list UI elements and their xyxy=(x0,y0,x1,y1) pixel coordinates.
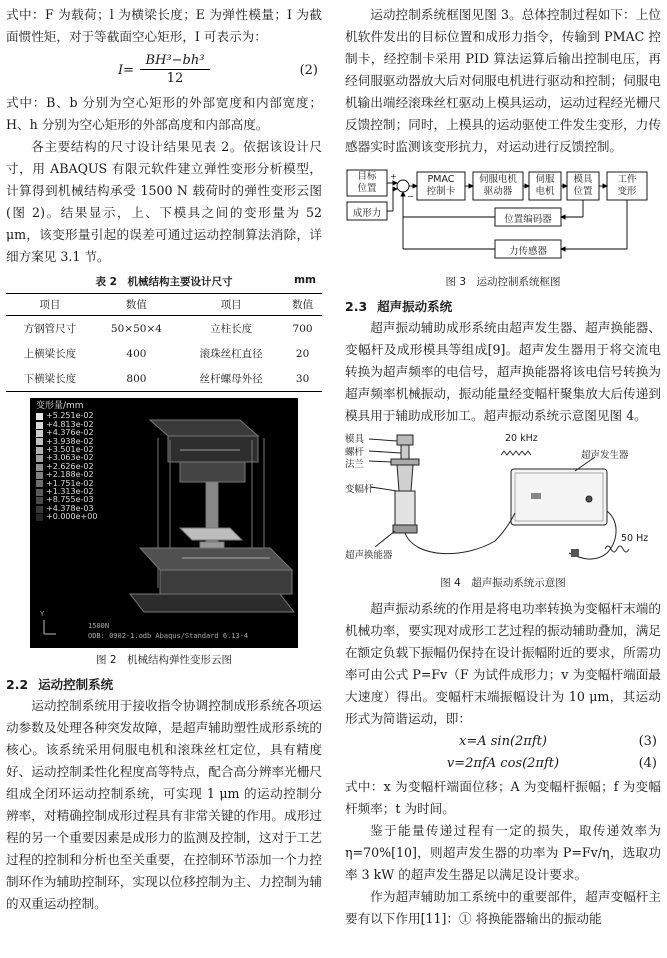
legend-value: +2.188e-02 xyxy=(46,470,94,480)
paragraph: 鉴于能量传递过程有一定的损失，取传递效率为 η=70%[10]，则超声发生器的功率为 P=Fv/η，选取功率 3 kW 的超声发生器足以满足设计要求。 xyxy=(345,823,661,882)
legend-value: +4.378e-03 xyxy=(46,503,94,513)
block-label: 伺服电机 xyxy=(478,174,517,185)
figure-caption: 图 4 超声振动系统示意图 xyxy=(440,577,566,589)
fem-axis-label: Y xyxy=(40,610,45,618)
label-20khz: 20 kHz xyxy=(505,433,538,444)
legend-swatch xyxy=(36,422,43,429)
table-cell: 上横梁长度 xyxy=(23,348,77,360)
table-header: 数值 xyxy=(94,294,179,316)
block-mold-position xyxy=(567,174,599,198)
legend-value: +4.376e-02 xyxy=(46,428,94,438)
table-title: 表 2 机械结构主要设计尺寸 xyxy=(95,276,233,288)
block-servo-motor xyxy=(529,174,561,198)
legend-value: +8.755e-03 xyxy=(46,495,94,505)
figure-caption: 图 2 机械结构弹性变形云图 xyxy=(95,654,233,666)
block-target-position xyxy=(347,171,387,195)
fem-legend xyxy=(36,402,97,522)
equation-2 xyxy=(6,52,322,90)
label-transducer: 超声换能器 xyxy=(345,550,393,561)
legend-swatch xyxy=(36,438,43,445)
table-unit: mm xyxy=(294,274,316,286)
section-number: 2.3 xyxy=(345,299,368,314)
block-servo-driver xyxy=(473,174,523,198)
label-flange: 法兰 xyxy=(345,459,365,470)
ultrasonic-system-diagram xyxy=(345,431,661,571)
legend-value: +5.251e-02 xyxy=(46,411,94,421)
paragraph: 作为超声辅助加工系统中的重要部件，超声变幅杆主要有以下作用[11]：① 将换能器输出的振动能 xyxy=(345,889,661,926)
equation-body: v=2πfA cos(2πft) xyxy=(446,756,560,771)
paragraph: 式中：F 为载荷；l 为横梁长度；E 为弹性模量；I 为截面惯性矩，对于等截面空心矩形，I 可表示为： xyxy=(6,7,322,44)
block-label: 变形 xyxy=(617,186,637,197)
design-dimension-table xyxy=(6,293,322,392)
legend-value: +0.000e+00 xyxy=(46,512,98,522)
section-heading xyxy=(6,675,322,693)
legend-value: +1.751e-02 xyxy=(46,478,94,488)
table-row xyxy=(6,366,322,392)
table-cell: 400 xyxy=(126,347,147,360)
block-label: 工件 xyxy=(617,174,637,185)
table-caption xyxy=(6,274,322,289)
label-50hz: 50 Hz xyxy=(621,533,649,544)
legend-value: +1.313e-02 xyxy=(46,487,94,497)
section-title: 超声振动系统 xyxy=(377,299,453,314)
legend-swatch xyxy=(36,430,43,437)
table-cell: 30 xyxy=(283,366,322,392)
table-cell: 800 xyxy=(94,366,179,392)
paragraph: 运动控制系统框图见图 3。总体控制过程如下：上位机软件发出的目标位置和成形力指令，传输到 PMAC 控制卡，经控制卡采用 PID 算法运算后输出控制电压，再经伺服驱动器放大后对伺服电机进行驱动和控制；伺服电机输出端经滚珠丝杠驱动上模具运动，运动过程经光栅尺反馈控制；同时，上模具的运动驱使工件发生变形，力传感器实时监测该变形抗力，对运动进行反馈控制。 xyxy=(345,7,661,154)
block-label: 位置 xyxy=(357,183,377,194)
label-screw: 螺杆 xyxy=(345,447,365,458)
table-cell: 丝杆螺母外径 xyxy=(179,366,283,392)
label-generator: 超声发生器 xyxy=(581,450,629,461)
legend-value: +3.501e-02 xyxy=(46,445,94,455)
block-force-sensor: 力传感器 xyxy=(508,246,547,257)
equation-number: (4) xyxy=(638,756,657,771)
block-forming-force: 成形力 xyxy=(352,208,382,219)
legend-swatch xyxy=(36,472,43,479)
legend-swatch xyxy=(36,489,43,496)
equation-numerator: BH³−bh³ xyxy=(140,52,210,70)
table-header-row xyxy=(6,294,322,316)
section-heading xyxy=(345,297,661,315)
table-header: 项目 xyxy=(179,294,283,316)
block-pmac-card xyxy=(417,174,465,198)
equation-body: x=A sin(2πft) xyxy=(459,734,547,749)
table-cell: 方钢管尺寸 xyxy=(23,323,77,335)
control-block-diagram xyxy=(345,164,661,270)
sum-plus-sign: + xyxy=(390,172,397,181)
block-workpiece-deformation xyxy=(607,174,647,198)
block-label: 目标 xyxy=(357,171,377,182)
paragraph: 运动控制系统用于接收指令协调控制成形系统各项运动参数及处理各种突发故障，是超声辅助塑性成形系统的核心。该系统采用伺服电机和滚珠丝杠定位，具有精度好、运动控制柔性化程度高等特点，配合高分辨率光栅尺组成全闭环运动控制系统，可实现 1 μm 的运动控制分辨率，对精确控制成形过程具有非常关键的作用。成形过程的另一个重要因素是成形力的监测及控制，这对于工艺过程的控制和分析也至关重要，在控制环节添加一个力控制环作为辅助控制环，实现以位移控制为主、力控制为辅的双重运动控制。 xyxy=(6,698,322,911)
block-label: 驱动器 xyxy=(483,186,513,197)
block-label: 模具 xyxy=(573,174,593,185)
figure-caption: 图 3 运动控制系统框图 xyxy=(445,276,561,288)
legend-value: +3.063e-02 xyxy=(46,453,94,463)
block-label: 电机 xyxy=(535,186,555,197)
table-cell: 50×50×4 xyxy=(110,322,162,335)
right-column xyxy=(345,4,661,930)
legend-swatch xyxy=(36,480,43,487)
table-cell: 20 xyxy=(295,347,310,360)
table-header: 数值 xyxy=(283,294,322,316)
block-label: 位置 xyxy=(573,186,593,197)
equation-number: (2) xyxy=(299,63,318,78)
block-label: 伺服 xyxy=(535,174,555,185)
paragraph: 各主要结构的尺寸设计结果见表 2。依据该设计尺寸，用 ABAQUS 有限元软件建立弹性变形分析模型，计算得到机械结构承受 1500 N 载荷时的弹性变形云图(图 2)。结果显示，上、下模具之间的变形量为 52 μm，该变形量引起的误差可通过运动控制算法消除，详细方案见 3.1 节。 xyxy=(6,139,322,264)
label-mold: 模具 xyxy=(345,434,365,445)
legend-swatch xyxy=(36,506,43,513)
paragraph: 式中：x 为变幅杆端面位移；A 为变幅杆振幅；f 为变幅杆频率；t 为时间。 xyxy=(345,779,661,816)
block-label: 控制卡 xyxy=(426,186,456,197)
left-column xyxy=(6,4,322,915)
legend-swatch xyxy=(36,413,43,420)
legend-swatch xyxy=(36,447,43,454)
legend-swatch xyxy=(36,455,43,462)
section-title: 运动控制系统 xyxy=(38,677,114,692)
legend-value: +4.813e-02 xyxy=(46,419,94,429)
legend-value: +3.938e-02 xyxy=(46,436,94,446)
legend-swatch xyxy=(36,497,43,504)
table-row xyxy=(6,316,322,342)
equation-3 xyxy=(345,732,661,752)
equation-lhs: I= xyxy=(118,63,135,78)
label-horn: 变幅杆 xyxy=(345,484,374,495)
fem-odb-label: ODB: 0902-1.odb Abaqus/Standard 6.13-4 xyxy=(88,632,249,640)
paragraph: 超声振动辅助成形系统由超声发生器、超声换能器、变幅杆及成形模具等组成[9]。超声发生器用于将交流电转换为超声频率的电信号，超声换能器将该电信号转换为超声频率机械振动，振动能量经变幅杆聚集放大后传递到模具用于辅助成形加工。超声振动系统示意图见图 4。 xyxy=(345,320,661,423)
paragraph: 式中：B、b 分别为空心矩形的外部宽度和内部宽度；H、h 分别为空心矩形的外部高度和内部高度。 xyxy=(6,95,322,132)
legend-swatch xyxy=(36,464,43,471)
section-number: 2.2 xyxy=(6,677,29,692)
block-label: PMAC xyxy=(427,174,455,185)
fem-load-label: 1500N xyxy=(88,622,110,630)
table-row xyxy=(6,341,322,366)
legend-swatch xyxy=(36,514,43,521)
table-cell: 700 xyxy=(292,322,313,335)
legend-value: +2.626e-02 xyxy=(46,461,94,471)
equation-denominator: 12 xyxy=(166,71,184,86)
block-position-encoder: 位置编码器 xyxy=(504,214,552,225)
sum-minus-sign: − xyxy=(407,192,414,201)
table-cell: 立柱长度 xyxy=(210,323,253,335)
table-cell: 滚珠丝杠直径 xyxy=(199,348,263,360)
fem-deformation-image xyxy=(30,398,298,648)
equation-4 xyxy=(345,754,661,774)
fem-legend-title: 变形量/mm xyxy=(36,401,84,411)
paragraph: 超声振动系统的作用是将电功率转换为变幅杆末端的机械功率，要实现对成形工艺过程的振动辅助叠加，满足在额定负载下振幅仍保持在设计振幅附近的要求，所需功率可由公式 P=Fv（F 为试件成形力；v 为变幅杆端面最大速度）得出。变幅杆末端振幅设计为 10 μm，其运动形式为简谐运动，即： xyxy=(345,601,661,726)
table-cell: 下横梁长度 xyxy=(6,366,94,392)
table-header: 项目 xyxy=(6,294,94,316)
equation-number: (3) xyxy=(638,734,657,749)
